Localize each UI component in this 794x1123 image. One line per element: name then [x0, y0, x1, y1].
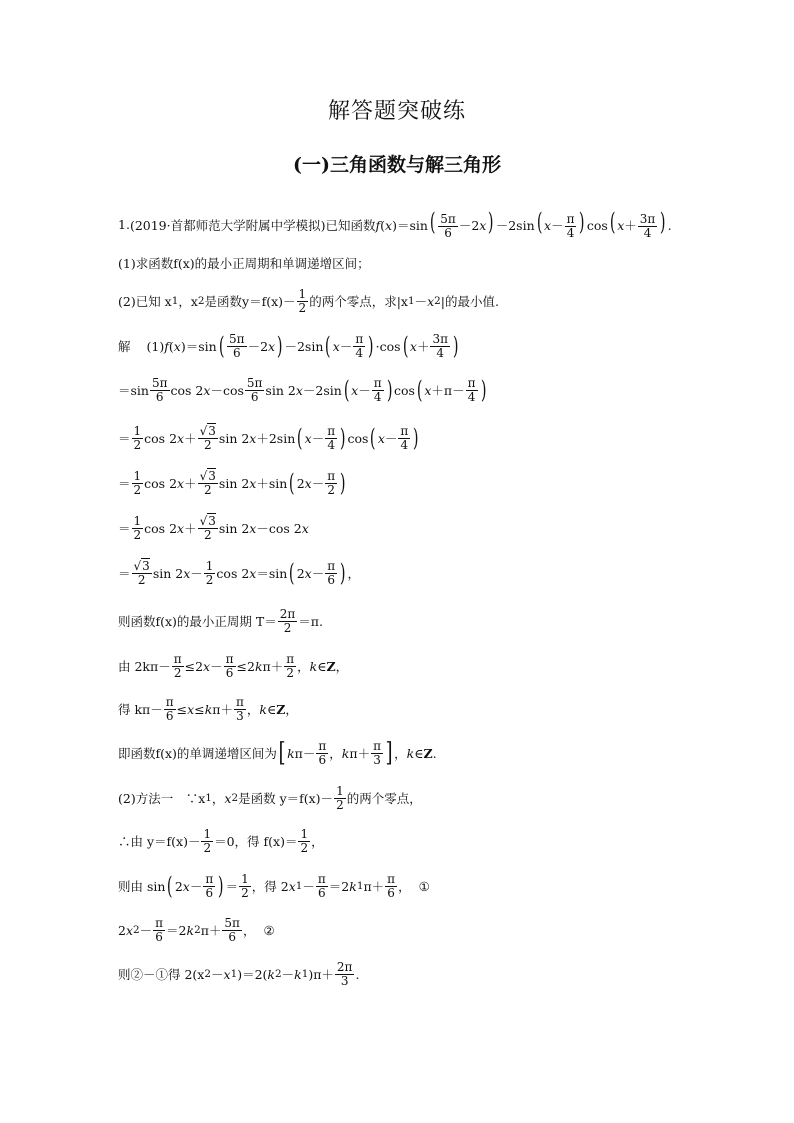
method-rest: 是函数 y＝f(x)－	[238, 791, 334, 807]
solution-interval: 即函数f(x)的单调递增区间为 [ k π－ $\frac{\pi}{6}$ ， k π＋ $\frac{\pi}{3}$ ] ， k ∈ Z .	[118, 738, 437, 769]
question-part1: (1)求函数f(x)的最小正周期和单调递增区间；	[118, 256, 370, 271]
problem-statement	[118, 210, 672, 240]
solution-label: 解	[118, 339, 131, 355]
method-text: (2)方法一 ∵x	[118, 791, 206, 807]
section-title: (一)三角函数与解三角形	[293, 154, 501, 176]
method-end: 的两个零点，	[346, 791, 422, 807]
solution-line-1: 解 (1) f ( x )＝sin ( $\frac{5\pi}{6}$ －2 x ) －2sin ( x － $\frac{\pi}{4}$ ) ·cos ( x ＋ $\frac{3\pi}{4}$ )	[118, 332, 459, 361]
part2-text-d: 的两个零点，求|x	[309, 294, 408, 310]
final-end: .	[355, 966, 360, 982]
solution-line-4: ＝ $\frac{1}{2}$ cos 2 x ＋ $\frac{√3}{2}$ sin 2 x ＋sin ( 2 x － $\frac{\pi}{2}$ )	[118, 469, 346, 498]
equation-1-mark: ①	[418, 878, 430, 894]
solution-line-2: ＝sin $\frac{5\pi}{6}$ cos 2 x －cos $\frac{5\pi}{6}$ sin 2 x －2sin ( x － $\frac{\pi}{4}$ ) cos ( x ＋π－ $\frac{\pi}{4}$ )	[118, 376, 487, 405]
problem-number: 1.	[118, 217, 130, 233]
solution-from: 由 2kπ－ $\frac{\pi}{2}$ ≤2 x － $\frac{\pi}{6}$ ≤2 k π＋ $\frac{\pi}{2}$ ， k ∈ Z ，	[118, 652, 349, 680]
get-text: 得 kπ－	[118, 702, 163, 718]
part2-text-c: 是函数y＝f(x)－	[204, 294, 296, 310]
solution-therefore: ∴由 y＝f(x)－ $\frac{1}{2}$ ＝0，得 f(x)＝ $\frac{1}{2}$ ，	[118, 827, 324, 855]
solution-line-6: ＝ $\frac{√3}{2}$ sin 2 x － $\frac{1}{2}$ cos 2 x ＝sin ( 2 x － $\frac{\pi}{6}$ ) ，	[118, 559, 361, 588]
solution-line-3: ＝ $\frac{1}{2}$ cos 2 x ＋ $\frac{√3}{2}$ sin 2 x ＋2sin ( x － $\frac{\pi}{4}$ ) cos ( x － $\frac{\pi}{4}$ )	[118, 424, 419, 453]
period-text: 则函数f(x)的最小正周期 T＝	[118, 614, 277, 630]
final-text: 则②－①得 2(x	[118, 967, 205, 983]
part2-text-b: ，x	[178, 294, 198, 310]
solution-method: (2)方法一 ∵x 1 ， x 2 是函数 y＝f(x)－ $\frac{1}{2}$ 的两个零点，	[118, 784, 422, 812]
solution-final: 则②－①得 2(x 2 － x 1 )＝2( k 2 － k 1 )π＋ $\frac{2\pi}{3}$ .	[118, 960, 360, 988]
interval-text: 即函数f(x)的单调递增区间为	[118, 746, 277, 762]
solution-part1-tag: (1)	[146, 338, 165, 354]
solution-line-5: ＝ $\frac{1}{2}$ cos 2 x ＋ $\frac{√3}{2}$ sin 2 x －cos 2 x	[118, 514, 309, 542]
solution-get: 得 kπ－ $\frac{\pi}{6}$ ≤ x ≤ k π＋ $\frac{\pi}{3}$ ， k ∈ Z ，	[118, 695, 298, 723]
equation-2-mark: ②	[263, 922, 275, 938]
therefore-mid: ＝0，得 f(x)＝	[214, 834, 298, 850]
part2-text-a: (2)已知 x	[118, 294, 172, 310]
problem-formula: f(x)＝sin( $\frac{5\pi}{6}$ －2x) －2sin( x－ $\frac{\pi}{4}$ ) cos( x＋ $\frac{3\pi}{4}$ ) .	[375, 208, 672, 240]
from-text: 由 2kπ－	[118, 659, 171, 675]
solution-period: 则函数f(x)的最小正周期 T＝ $\frac{2\pi}{2}$ ＝π.	[118, 607, 323, 635]
then-text: 则由 sin	[118, 879, 166, 895]
therefore-text: ∴由 y＝f(x)－	[118, 834, 201, 850]
problem-source: (2019·首都师范大学附属中学模拟)已知函数	[129, 217, 376, 233]
question-part2: (2)已知 x 1 ，x 2 是函数y＝f(x)－ $\frac{1}{2}$ 的两个零点，求|x 1 － x 2 | 的最小值.	[118, 287, 499, 315]
part2-text-e: 的最小值.	[445, 294, 499, 310]
solution-equation-2: 2 x 2 － $\frac{\pi}{6}$ ＝2 k 2 π＋ $\frac{5\pi}{6}$ ， ②	[118, 916, 275, 944]
solution-equation-1: 则由 sin ( 2 x － $\frac{\pi}{6}$ ) ＝ $\frac{1}{2}$ ，得 2 x 1 － $\frac{\pi}{6}$ ＝2 k 1 π＋ $\frac{\pi}{6}$ ， ①	[118, 872, 430, 901]
page-title: 解答题突破练	[327, 99, 466, 124]
period-end: ＝π.	[298, 614, 323, 630]
